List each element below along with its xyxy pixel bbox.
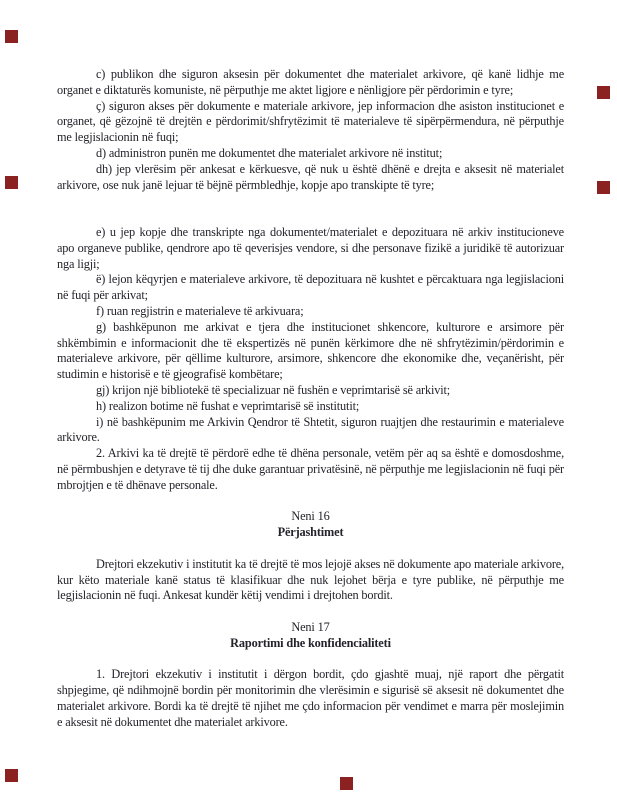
red-marker [5, 30, 18, 43]
list-item-ch: ç) siguron akses për dokumente e materiale arkivore, jep informacion dhe asiston institucionet e organet, që gëzojnë të drejtën e përdorimit/shfrytëzimit të materialeve të sipërpërmendura, në përputhje me legjislacionin në fuqi; [57, 98, 564, 145]
list-item-e: e) u jep kopje dhe transkripte nga dokumentet/materialet e depozituara në arkiv institucioneve apo organeve publike, qendrore apo të qeverisjes vendore, si dhe personave fizikë a juridikë të autorizuar nga ligji; [57, 224, 564, 271]
red-marker [340, 777, 353, 790]
list-item-c: c) publikon dhe siguron aksesin për dokumentet dhe materialet arkivore, që kanë lidhje me organet e diktaturës komuniste, në përputhje me aktet ligjore e nënligjore për përdorimin e tyre; [57, 67, 564, 97]
list-item-eh: ë) lejon këqyrjen e materialeve arkivore, të depozituara në kushtet e përcaktuara nga legjislacioni në fuqi për arkivat; [57, 272, 564, 303]
article-17-heading: Neni 17 [291, 619, 330, 634]
list-item-dh: dh) jep vlerësim për ankesat e kërkuesve, që nuk u është dhënë e drejta e aksesit në materialet arkivore, ose nuk janë lejuar të bëjnë përmbledhje, kopje apo transkipte të tyre; [57, 161, 564, 192]
article-17-body: 1. Drejtori ekzekutiv i institutit i dërgon bordit, çdo gjashtë muaj, një raport dhe përgatit shpjegime, që ndihmojnë bordin për monitorimin dhe vlerësimin e sigurisë së aksesit në dokumentet dhe materialet arkivore. Bordi ka të drejtë të njihet me çdo informacion për vendimet e marra për moslejimin e aksesit në dokumentet dhe materialet arkivore. [57, 667, 564, 729]
article-16-body: Drejtori ekzekutiv i institutit ka të drejtë të mos lejojë akses në dokumente apo materiale arkivore, kur këto materiale kanë status të klasifikuar dhe nuk lejohet bërja e tyre publike, në përputhje me legjislacionin në fuqi. Ankesat kundër këtij vendimi i drejtohen bordit. [57, 556, 564, 603]
article-16-heading: Neni 16 [291, 509, 330, 524]
article-16-title: Përjashtimet [277, 525, 344, 540]
list-item-g: g) bashkëpunon me arkivat e tjera dhe institucionet shkencore, kulturore e arsimore për shkëmbimin e informacionit dhe të ekspertizës në punën kërkimore dhe në shfrytëzimin/përdorimin e materialeve arkivore, për qëllime kulturore, arsimore, shkencore dhe ekonomike dhe, veçanërisht, për studimin e historisë e të gjeografisë kombëtare; [57, 319, 564, 382]
list-item-f: f) ruan regjistrin e materialeve të arkivuara; [96, 303, 304, 318]
red-marker [5, 769, 18, 782]
list-item-h: h) realizon botime në fushat e veprimtarisë së institutit; [96, 398, 360, 413]
article-17-title: Raportimi dhe konfidencialiteti [230, 635, 391, 650]
list-item-gj: gj) krijon një bibliotekë të specializuar në fushën e veprimtarisë së arkivit; [96, 382, 451, 397]
red-marker [597, 86, 610, 99]
list-item-d: d) administron punën me dokumentet dhe materialet arkivore në institut; [96, 145, 443, 160]
red-marker [597, 181, 610, 194]
list-item-i: i) në bashkëpunim me Arkivin Qendror të Shtetit, siguron ruajtjen dhe restaurimin e materialeve arkivore. [57, 414, 564, 445]
document-text-block [57, 67, 564, 730]
paragraph-2: 2. Arkivi ka të drejtë të përdorë edhe të dhëna personale, vetëm për aq sa është e domosdoshme, në përmbushjen e detyrave të tij dhe duke garantuar privatësinë, në përputhje me legjislacionin në fuqi për mbrojtjen e të dhënave personale. [57, 446, 564, 492]
red-marker [5, 176, 18, 189]
